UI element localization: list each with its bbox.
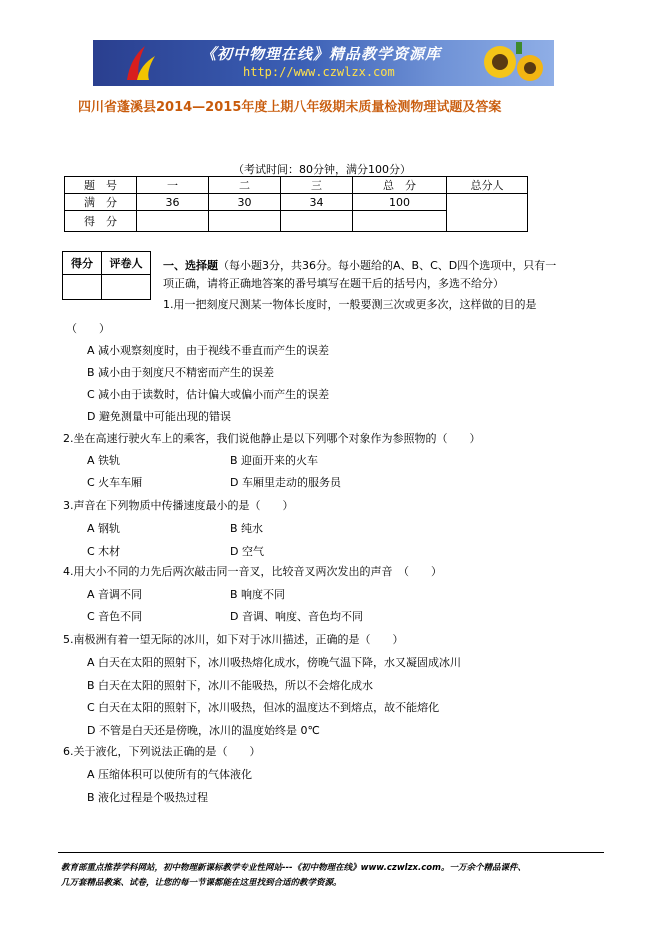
section-intro-text: （每小题3分，共36分。每小题给的A、B、C、D四个选项中，只有一 xyxy=(218,259,557,272)
banner-title: 《初中物理在线》精品教学资源库 xyxy=(201,45,442,63)
header-cell: 题 号 xyxy=(65,177,137,194)
footer-line-2: 几万套精品教案、试卷，让您的每一节课都能在这里找到合适的教学资源。 xyxy=(61,878,342,888)
option-b: B 纯水 xyxy=(230,522,264,535)
option-d: D 不管是白天还是傍晚，冰川的温度始终是 0℃ xyxy=(87,724,320,737)
option-b: B 液化过程是个吸热过程 xyxy=(87,791,209,804)
question-2: 2.坐在高速行驶火车上的乘客，我们说他静止是以下列哪个对象作为参照物的（ ） xyxy=(63,432,481,445)
got-score-cell xyxy=(209,211,281,232)
question-6: 6.关于液化，下列说法正确的是（ ） xyxy=(63,745,261,758)
header-cell: 一 xyxy=(137,177,209,194)
grader-table xyxy=(62,251,151,300)
option-b: B 迎面开来的火车 xyxy=(230,454,319,467)
option-d: D 音调、响度、音色均不同 xyxy=(230,610,363,623)
grader-label: 评卷人 xyxy=(102,252,151,275)
score-table-header-row xyxy=(65,177,528,194)
score-table-full-row xyxy=(65,194,528,211)
full-score-cell: 34 xyxy=(281,194,353,211)
grader-blank xyxy=(102,275,151,300)
option-c: C 火车车厢 xyxy=(87,476,143,489)
option-a: A 减小观察刻度时，由于视线不垂直而产生的误差 xyxy=(87,344,330,357)
option-a: A 音调不同 xyxy=(87,588,143,601)
got-score-cell xyxy=(353,211,447,232)
option-c: C 减小由于读数时，估计偏大或偏小而产生的误差 xyxy=(87,388,330,401)
option-c: C 木材 xyxy=(87,545,121,558)
option-a: A 压缩体积可以使所有的气体液化 xyxy=(87,768,253,781)
option-d: D 车厢里走动的服务员 xyxy=(230,476,341,489)
option-c: C 音色不同 xyxy=(87,610,143,623)
header-cell: 二 xyxy=(209,177,281,194)
section-intro-line1 xyxy=(163,257,556,273)
banner-url[interactable]: http://www.czwlzx.com xyxy=(243,65,395,79)
sunflower-icon xyxy=(478,42,548,84)
score-label: 得分 xyxy=(63,252,102,275)
footer-divider xyxy=(58,852,604,853)
grader-total-cell xyxy=(447,194,528,232)
option-d: D 空气 xyxy=(230,545,264,558)
got-score-cell xyxy=(137,211,209,232)
got-score-cell xyxy=(281,211,353,232)
exam-info: （考试时间：80分钟，满分100分） xyxy=(233,163,411,176)
full-score-cell: 36 xyxy=(137,194,209,211)
option-a: A 钢轨 xyxy=(87,522,121,535)
score-table xyxy=(64,176,528,232)
header-cell: 三 xyxy=(281,177,353,194)
full-score-cell: 100 xyxy=(353,194,447,211)
question-5: 5.南极洲有着一望无际的冰川，如下对于冰川描述，正确的是（ ） xyxy=(63,633,404,646)
row-label: 得 分 xyxy=(65,211,137,232)
option-c: C 白天在太阳的照射下，冰川吸热，但冰的温度达不到熔点，故不能熔化 xyxy=(87,701,440,714)
option-a: A 白天在太阳的照射下，冰川吸热熔化成水，傍晚气温下降，水又凝固成冰川 xyxy=(87,656,462,669)
section-intro-line2: 项正确，请将正确地答案的番号填写在题干后的括号内，多选不给分） xyxy=(163,277,504,290)
header-cell: 总分人 xyxy=(447,177,528,194)
site-banner xyxy=(93,40,554,86)
site-logo-icon xyxy=(123,44,157,82)
document-title: 四川省蓬溪县2014—2015年度上期八年级期末质量检测物理试题及答案 xyxy=(78,100,502,115)
option-a: A 铁轨 xyxy=(87,454,121,467)
option-b: B 减小由于刻度尺不精密而产生的误差 xyxy=(87,366,275,379)
option-b: B 响度不同 xyxy=(230,588,286,601)
header-cell: 总 分 xyxy=(353,177,447,194)
option-b: B 白天在太阳的照射下，冰川不能吸热，所以不会熔化成水 xyxy=(87,679,374,692)
row-label: 满 分 xyxy=(65,194,137,211)
full-score-cell: 30 xyxy=(209,194,281,211)
score-blank xyxy=(63,275,102,300)
question-4: 4.用大小不同的力先后两次敲击同一音叉，比较音叉两次发出的声音 （ ） xyxy=(63,565,442,578)
section-heading: 一、选择题 xyxy=(163,259,218,272)
option-d: D 避免测量中可能出现的错误 xyxy=(87,410,231,423)
footer-line-1: 教育部重点推荐学科网站，初中物理新课标教学专业性网站---《初中物理在线》www.czwlzx.com。一万余个精品课件、 xyxy=(61,863,526,873)
question-3: 3.声音在下列物质中传播速度最小的是（ ） xyxy=(63,499,294,512)
question-1-blank: （ ） xyxy=(66,322,110,335)
question-1: 1.用一把刻度尺测某一物体长度时，一般要测三次或更多次，这样做的目的是 xyxy=(163,298,537,311)
